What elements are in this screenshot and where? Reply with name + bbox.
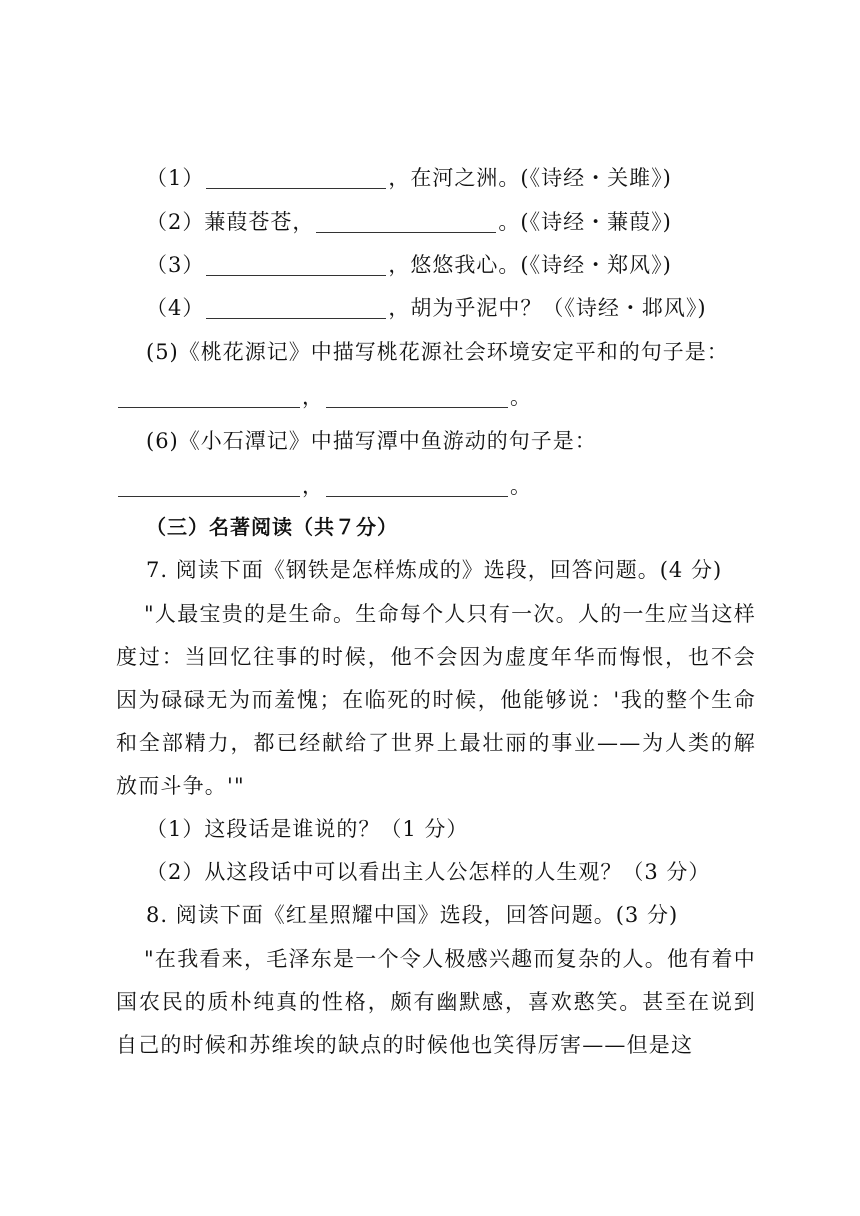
question-5-answer-line [116, 375, 756, 419]
question-7-sub-2: （2）从这段话中可以看出主人公怎样的人生观？（3 分） [146, 860, 711, 884]
answer-blank-5a[interactable] [118, 381, 300, 408]
question-2-number: （2） [146, 210, 205, 234]
answer-blank-1[interactable] [206, 162, 386, 189]
question-7-sub-1: （1）这段话是谁说的？（1 分） [146, 817, 469, 841]
answer-blank-2[interactable] [316, 206, 496, 233]
question-8-passage: "在我看来，毛泽东是一个令人极感兴趣而复杂的人。他有着中国农民的质朴纯真的性格，颇有幽默感，喜欢憨笑。甚至在说到自己的时候和苏维埃的缺点的时候他也笑得厉害——但是这 [116, 947, 756, 1057]
question-6-answer-line [116, 464, 756, 508]
answer-blank-4[interactable] [206, 292, 386, 319]
question-4-number: （4） [146, 296, 205, 320]
question-5-separator: ， [302, 385, 324, 409]
question-4-text: ，胡为乎泥中？（《诗经・邶风》) [388, 296, 707, 320]
answer-blank-6b[interactable] [326, 470, 508, 497]
question-3-line [146, 243, 786, 287]
question-1-text: ，在河之洲。(《诗经・关雎》) [388, 166, 672, 190]
question-1-line [146, 156, 786, 200]
question-5-prompt: (5)《桃花源记》中描写桃花源社会环境安定平和的句子是： [146, 340, 729, 364]
question-8-title: 8. 阅读下面《红星照耀中国》选段，回答问题。(3 分) [146, 903, 679, 927]
answer-blank-6a[interactable] [118, 470, 300, 497]
question-2-line [146, 200, 786, 244]
answer-blank-3[interactable] [206, 249, 386, 276]
question-3-text: ，悠悠我心。(《诗经・郑风》) [388, 253, 672, 277]
question-5-end: 。 [510, 385, 532, 409]
question-6-separator: ， [302, 474, 324, 498]
question-2-text: 。(《诗经・蒹葭》) [498, 210, 672, 234]
question-2-prefix: 蒹葭苍苍， [204, 210, 315, 234]
question-4-line [146, 286, 786, 330]
answer-blank-5b[interactable] [326, 381, 508, 408]
question-7-passage: "人最宝贵的是生命。生命每个人只有一次。人的一生应当这样度过：当回忆往事的时候，他不会因为虚度年华而悔恨，也不会因为碌碌无为而羞愧；在临死的时候，他能够说：'我的整个生命和全部精力，都已经献给了世界上最壮丽的事业——为人类的解放而斗争。'" [116, 602, 756, 798]
section-heading: （三）名著阅读（共７分） [146, 515, 398, 539]
question-3-number: （3） [146, 253, 205, 277]
question-6-end: 。 [510, 474, 532, 498]
question-7-title: 7. 阅读下面《钢铁是怎样炼成的》选段，回答问题。(4 分) [146, 558, 723, 582]
question-1-number: （1） [146, 166, 205, 190]
question-6-prompt: (6)《小石潭记》中描写潭中鱼游动的句子是： [146, 429, 597, 453]
